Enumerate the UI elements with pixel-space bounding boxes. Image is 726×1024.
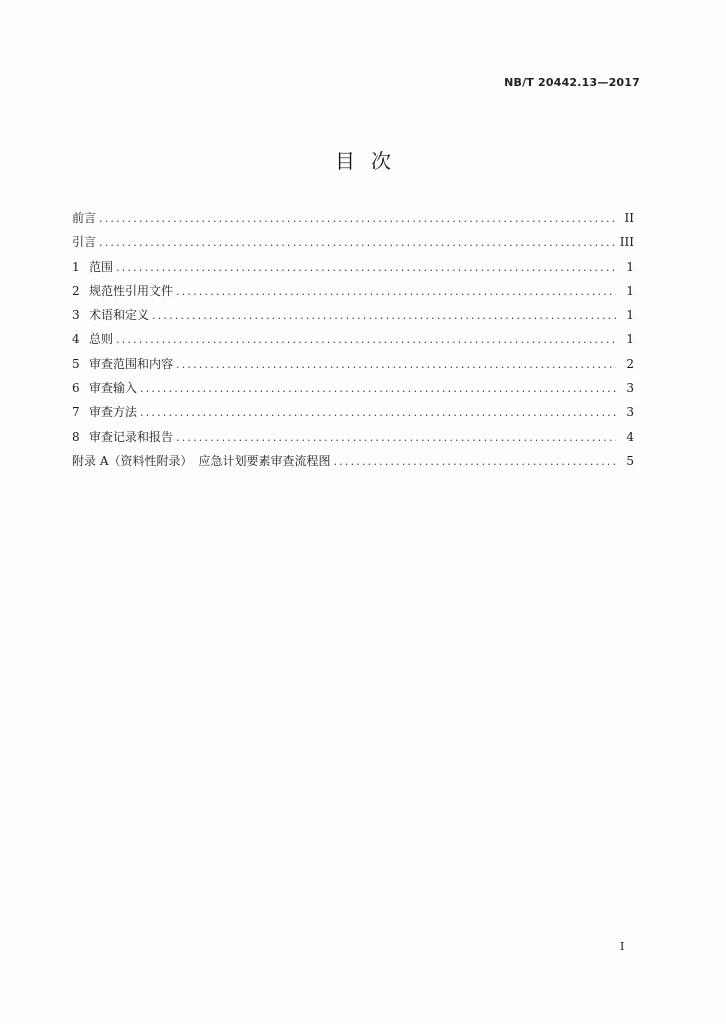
toc-leader-dots (140, 377, 616, 401)
toc-entry[interactable] (72, 327, 634, 351)
toc-entry[interactable] (72, 279, 634, 303)
toc-entry-number: 8 (72, 429, 80, 444)
toc-leader-dots (152, 304, 616, 328)
toc-entry-page: II (624, 211, 634, 225)
toc-entry-label: 范围 (89, 259, 114, 274)
toc-entry-number: 5 (72, 356, 80, 371)
toc-entry-page: 1 (626, 308, 634, 323)
toc-entry[interactable] (72, 255, 634, 279)
toc-entry-number: 7 (72, 405, 80, 420)
toc-entry[interactable] (72, 425, 634, 449)
toc-leader-dots (333, 450, 616, 474)
page-number: I (620, 940, 625, 953)
toc-entry-page: 3 (626, 381, 634, 396)
toc-leader-dots (99, 207, 616, 231)
toc-entry-page: 3 (626, 405, 634, 420)
toc-entry-label: 附录 A（资料性附录） 应急计划要素审查流程图 (72, 453, 331, 468)
toc-entry[interactable] (72, 400, 634, 424)
toc-entry[interactable] (72, 303, 634, 327)
toc-leader-dots (116, 256, 616, 280)
toc-entry-number: 4 (72, 332, 80, 347)
toc-entry-label: 规范性引用文件 (89, 283, 174, 298)
toc-entry-page: III (619, 235, 634, 250)
toc-entry-label: 审查输入 (89, 381, 138, 396)
toc-entry[interactable] (72, 230, 634, 254)
toc-entry-label: 审查方法 (89, 405, 138, 420)
toc-entry[interactable] (72, 352, 634, 376)
toc-entry-number: 6 (72, 381, 80, 396)
toc-entry-label: 审查范围和内容 (89, 356, 174, 371)
toc-entry[interactable] (72, 449, 634, 473)
toc-entry-label: 术语和定义 (89, 308, 150, 323)
toc-entry-label: 前言 (72, 211, 97, 225)
toc-entry-page: 5 (626, 453, 634, 468)
toc-leader-dots (140, 401, 616, 425)
toc-title: 目次 (335, 149, 407, 173)
toc-entry-page: 1 (626, 259, 634, 274)
toc-entry-number: 1 (72, 259, 80, 274)
toc-entry-page: 2 (626, 356, 634, 371)
toc-entry[interactable] (72, 206, 634, 230)
toc-entry-label: 审查记录和报告 (89, 429, 174, 444)
toc-entry-label: 引言 (72, 235, 97, 250)
toc-leader-dots (116, 328, 616, 352)
toc-entry-page: 1 (626, 332, 634, 347)
document-code: NB/T 20442.13—2017 (504, 76, 640, 89)
toc-leader-dots (176, 426, 616, 450)
table-of-contents (72, 206, 634, 473)
toc-entry-page: 4 (626, 429, 634, 444)
toc-leader-dots (99, 231, 616, 255)
toc-leader-dots (176, 353, 616, 377)
toc-leader-dots (176, 280, 616, 304)
toc-entry[interactable] (72, 376, 634, 400)
toc-entry-page: 1 (626, 283, 634, 298)
toc-entry-label: 总则 (89, 332, 114, 347)
toc-entry-number: 2 (72, 283, 80, 298)
toc-entry-number: 3 (72, 308, 80, 323)
